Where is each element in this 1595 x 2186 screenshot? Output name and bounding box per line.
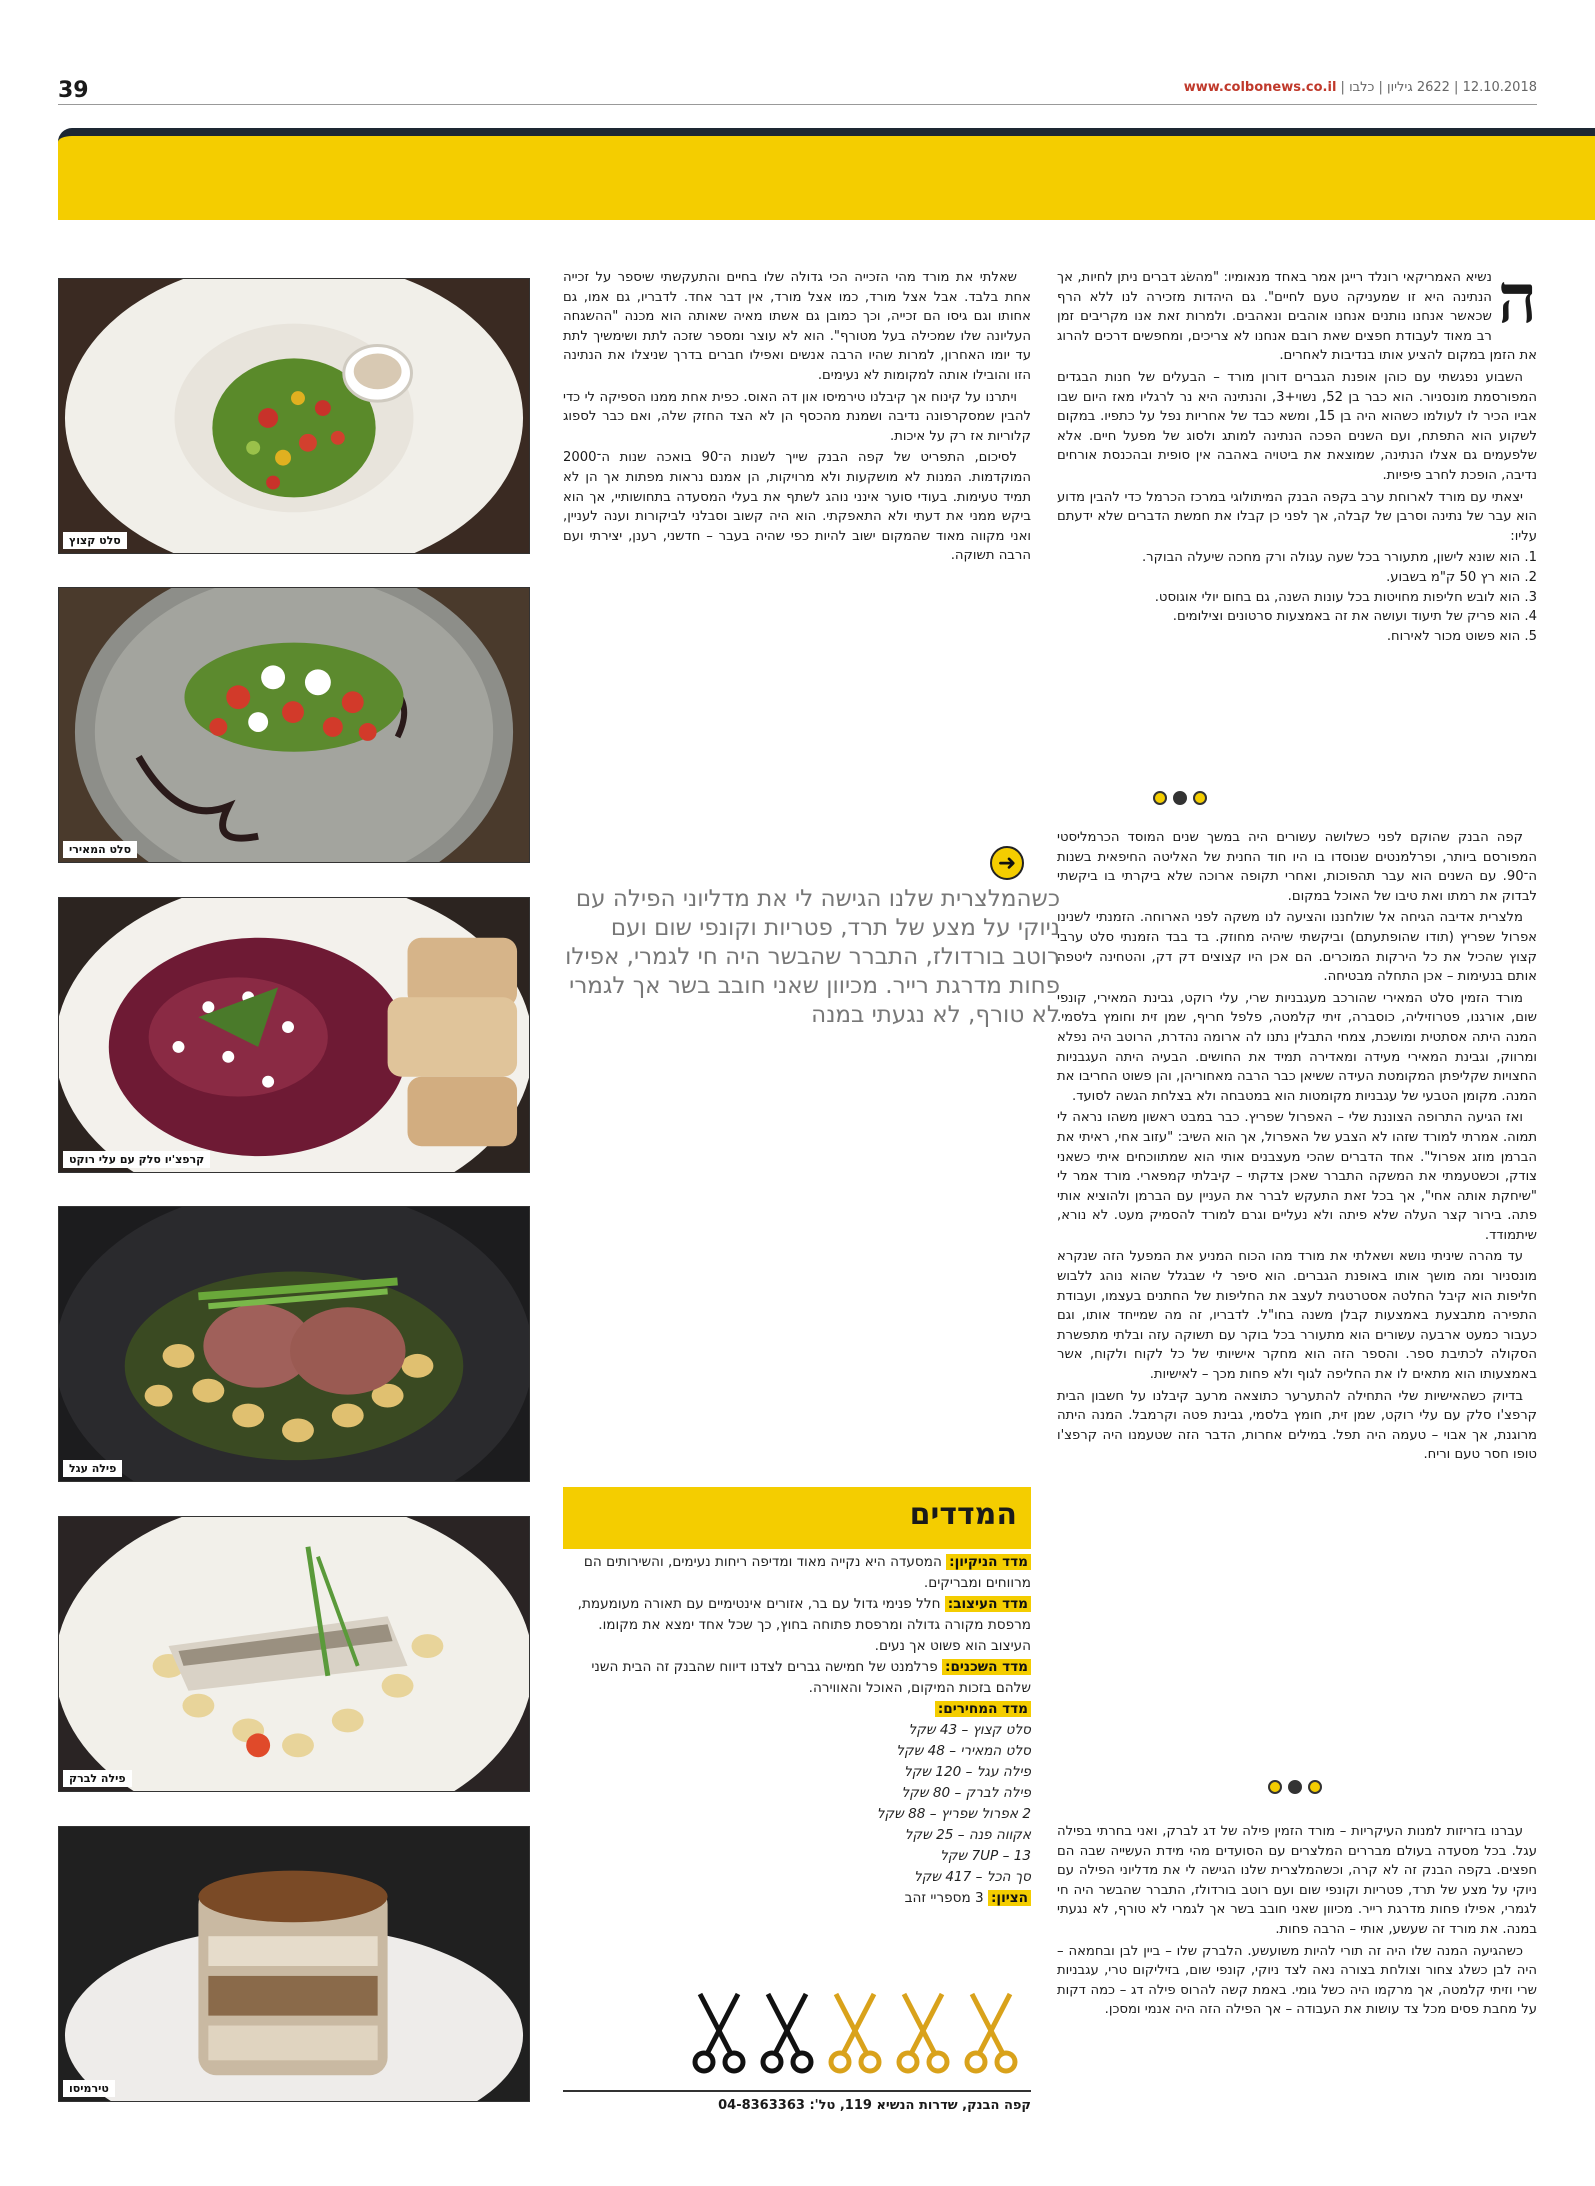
photo-caption: סלט קצוץ [63, 532, 127, 549]
rating-row [563, 1699, 1031, 1720]
article-main-courses [1057, 1822, 1537, 2022]
paragraph: בדיוק כשהאישיות שלי התחילה להתערער כתוצאה מרעב קיבלנו על חשבון הבית קרפצ'ו סלק עם עלי רוקט, שמן זית, חומץ בלסמי, גבינת פטה וקרמבל. המנה היתה מרוגנת, אך אבוי – טעמה היה תפל. במילים אחרות, הדבר הזה שטעמנו היה קרפצ'ו טופו חסר טעם וריח. [1057, 1388, 1537, 1463]
rating-label: מדד הניקיון: [946, 1554, 1031, 1570]
scissors-icon [894, 1990, 952, 2076]
price-item: 2 אפרול שפריץ – 88 שקל [876, 1806, 1031, 1822]
paragraph: ויתרנו על קינוח אך קיבלנו טירמיסו און דה האוס. כפית אחת ממנו הספיקה לי כדי להבין שמסקרפונה נדיבה ושמנת מהכסף הן לא הצד החזק שלה, ואם כבר לספוג קלוריות אז רק על איכות. [563, 389, 1031, 444]
score-text: 3 מספריי זהב [904, 1890, 984, 1906]
scissors-icon [758, 1990, 816, 2076]
rating-text: חלל פנימי גדול עם בר, אזורים אינטימיים עם תאורה מעומעמת, מרפסת מקורה גדולה ומרפסת פתוחה בחוץ, כך שכל אחד ימצא את מקומו. העיצוב הוא פשוט אך נעים. [577, 1596, 1031, 1654]
arrow-left-icon: ➜ [990, 846, 1024, 880]
photo-caption: קרפצ'יו סלק עם עלי רוקט [63, 1151, 210, 1168]
article-conclusion [563, 268, 1031, 568]
photo-hamairi-salad [58, 587, 530, 863]
score-row [563, 1888, 1031, 1909]
paragraph: מורד הזמין סלט המאירי שהורכב מעגבניות שרי, עלי רוקט, גבינת המאירי, קונפי שום, אורגנו, פטרוזיליה, כוסברה, זיתי קלמטה, פלפל חריף, שמן זית וחומץ בלסמי. המנה היתה אסתטית ומושכת, צמחי התבלין נתנו לה ארומה נהדרת, הרוטב היה נפלא ומרווק, וגבינת המאירי מעידה ומאדירה תמיד את החושים. הבעיה היתה העגבניות החצויות שקליפתן המקומטת העידה ששיאן כבר הרבה מאחוריהן, והן פשוט החריבו את המנה. מקומן הטבעי של עגבניות מקומטות הוא במטבחה ולא בצלחת הגשה לסועד. [1057, 990, 1537, 1104]
rating-text: המסעדה היא נקייה מאוד ומדיפה ריחות נעימים, והשירותים הם מרווחים ומבריקים. [583, 1554, 1031, 1591]
price-list [563, 1720, 1031, 1888]
pull-quote: כשהמלצרית שלנו הגישה לי את מדליוני הפילה עם ניוקי על מצע של תרד, פטריות וקונפי שום ועם רוטב בורדולז, התברר שהבשר היה חי לגמרי, אפילו פחות מדרגת רייר. מכיוון שאני חובב בשר אך לגמרי לא טורף, לא נגעתי במנה [565, 886, 1060, 1028]
price-item: 7UP – 13 שקל [940, 1848, 1031, 1864]
article-intro [1057, 259, 1537, 646]
photo-caption: סלט המאירי [63, 841, 137, 858]
scissors-icon [690, 1990, 748, 2076]
price-item: סלט קצוץ – 43 שקל [908, 1722, 1031, 1738]
header-rule [58, 104, 1537, 105]
scissors-icon [962, 1990, 1020, 2076]
drop-cap: ה [1497, 259, 1537, 339]
paragraph: יצאתי עם מורד לארוחת ערב בקפה הבנק המיתולוגי במרכז הכרמל כדי להבין מדוע הוא עבר של נתינה וסרבן של קבלה, אך לפני כן קבלו את חמשת הדברים שלא ידעתם עליו: [1057, 489, 1537, 544]
site-link[interactable]: www.colbonews.co.il [1183, 80, 1337, 95]
rating-row [563, 1552, 1031, 1594]
paragraph: לסיכום, התפריט של קפה הבנק שייך לשנות ה־90 בואכה שנות ה־2000 המוקדמות. המנות לא מושקעות ולא מרויקות, הן אמנם נראות מפתות אך הן לא תמיד טעימות. בעודי סוער אינני נוהג לשתף את בעלי המסעדה בתחושותיי, אך הוא ביקש ממני את דעתי ולא התאפקתי. הוא היה קשוב וסבלני לביקורות וענה לעניין, ואני מקווה מאוד שהמקום ישוב להיות כפי שהיה בעבר – חדשני, רענן, יצירתי ועם הרבה תשוקה. [563, 450, 1031, 564]
paragraph: השבוע נפגשתי עם כוהן אופנת הגברים דורון מורד – הבעלים של חנות הבגדים המפורסמת מונסניור. הוא כבר בן 52, נשוי+3, והנתינה היא נר לרגליו מאז היום שבו אביו הכיר לו לעולמו כשהוא היה בן 15, ומשא כבד של אחריות נפל על כתפיו. במקום לשקוע הוא התפתח, ועם השנים הפכה הנתינה למותג ולסוג של מפעל חיים. אלא שלפעמים גם אצלו הנתינה, שמוצאת את ביטויה באהבה אין סופית ובהכנסת אורחים נדיבה, הופכת לחרב פיפיות. [1057, 369, 1537, 483]
divider-dot [1308, 1780, 1322, 1794]
paragraph: מלצרית אדיבה הגיחה אל שולחננו והציעה לנו משקה לפני הארוחה. הזמנתי לשנינו אפרול שפריץ (תודו שהופתעתם) וביקשתי שיהיה מחוזק. בד בבד הזמנתי סלט ערבי קצוץ שהכיל את כל הירקות המוכרים. הם אכן היו קצוצים דק דק, והטחינה ליטפה אותם בנעימות – אכן התחלה מבטיחה. [1057, 910, 1537, 985]
photo-beet-carpaccio [58, 897, 530, 1173]
yellow-banner [58, 128, 1595, 220]
page-number: 39 [58, 78, 89, 103]
photo-caption: פילה עגל [63, 1460, 122, 1477]
list-item: 2. הוא רץ 50 ק"מ בשבוע. [1386, 569, 1537, 585]
paragraph: שאלתי את מורד מהי הזכייה הכי גדולה שלו בחיים והתעקשתי שיספר על זכייה אחת בלבד. אבל אצל מורד, כמו אצל מורד, אין דבר אחד. לדבריו, גם אמו, גם אחותו וגם גיסו הם זכייה, וכך כמובן גם אשתו מאיה שאותה הוא מכנה "ההשגחה העליונה שלו שמכילה בעל מטורף". הוא לא עוצר ומספר שזכה לתת ושימשיך לתת עד יומו האחרון, למרות שהיו הרבה אנשים ואפילו חברים בדרך שניצלו את הנתינה הזו והובילו אותה למקומות לא נעימים. [563, 270, 1031, 383]
rating-label: מדד העיצוב: [945, 1596, 1031, 1612]
rating-label: מדד המחירים: [935, 1701, 1031, 1717]
photo-caption: פילה לברק [63, 1770, 132, 1787]
paragraph: עברנו בזריזות למנות העיקריות – מורד הזמין פילה של דג לברק, ואני בחרתי בפילה עגל. בכל מסעדה בעולם מבררים המלצרים עם הסועדים מהי מידת העשייה שבה הם חפצים. בקפה הבנק זה לא קרה, וכשהמלצרית שלנו הגישה לי את מדליוני הפילה עם ניוקי על מצע של תרד, פטריות וקונפי שום ועם רוטב בורדולז, התברר שהבשר היה חי לגמרי, אפילו פחות מדרגת רייר. מכיוון שאני חובב בשר אך לגמרי לא טורף, לא נגעתי במנה. את מורד זה שעשע, אותי – הרבה פחות. [1057, 1824, 1537, 1937]
photo-veal-fillet [58, 1206, 530, 1482]
photo-caption: טירמיסו [63, 2080, 115, 2097]
restaurant-address: קפה הבנק, שדרות הנשיא 119, טל': 04-8363363 [563, 2090, 1031, 2113]
price-item: סך הכל – 417 שקל [914, 1869, 1031, 1885]
divider-dot [1173, 791, 1187, 805]
photo-tiramisu [58, 1826, 530, 2102]
rating-label: מדד השכנים: [942, 1659, 1031, 1675]
list-item: 5. הוא פשוט מכור לאירוח. [1386, 628, 1537, 644]
scissors-rating [690, 1990, 1030, 2080]
paragraph: ואז הגיעה התרופה הצוננת שלי – האפרול שפריץ. כבר במבט ראשון משהו נראה לי תמוה. אמרתי למורד שזהו לא הצבע של האפרול, אך הוא השיב: "עזוב אחי, ראיתי את הברמן מוזג אפרול". אחד הדברים שהכי מעצבנים אותי הוא שמתווכחים איתי כשאני צודק, וכשטעמתי את המשקה התברר שאכן צדקתי – קיבלתי קמפארי. מורד אמר לי "שיחקת אותה אחי", אך בכל זאת התעקש לברר את העניין עם הברמן ולהוציא אותי פתה. בירור קצר העלה שלא פיתה ולא נעליים וגרם למורד להסמיק מעט. לא נורא, שיתמודד. [1057, 1110, 1537, 1243]
divider-dot [1268, 1780, 1282, 1794]
divider-dot [1288, 1780, 1302, 1794]
issue-meta: 12.10.2018 | 2622 גיליון | כלבו [1349, 80, 1537, 95]
five-facts-list [1057, 548, 1537, 646]
divider-dot [1193, 791, 1207, 805]
rating-text: פרלמנט של חמישה גברים לצדנו דיווח שהבנק זה הבית השני שלהם בזכות המיקום, האוכל והאווירה. [591, 1659, 1031, 1696]
paragraph: כשהגיעה המנה שלו היה זה תורי להיות משועשע. הלברק שלו – ביין לבן ובחמאה – היה לבן כשלג צחור וצולחת בצורה נאה לצד ניוקי, קונפי שום, בזיליקום טרי, עגבניות שרי וזיתי קלמטה, אך מרקמו היה כשל גומי. באמת קשה להרוס פילה דג – כמה דקות על מחבת פסים מכל צד עושות את העבודה – אך הפילה הזה היה אנמי ומסכן. [1057, 1943, 1537, 2018]
list-item: 3. הוא לובש חליפות מחויטות בכל עונות השנה, גם בחום יולי אוגוסט. [1154, 589, 1537, 605]
score-label: הציון: [988, 1890, 1031, 1906]
scissors-icon [826, 1990, 884, 2076]
article-body [1057, 828, 1537, 1467]
ratings-box [563, 1552, 1031, 1909]
price-item: פילה עגל – 120 שקל [903, 1764, 1031, 1780]
list-item: 4. הוא פריק של תיעוד ועושה את זה באמצעות סרטונים וצילומים. [1172, 609, 1537, 625]
header-meta: 12.10.2018 | 2622 גיליון | כלבו | www.colbonews.co.il [1183, 80, 1537, 95]
rating-row [563, 1657, 1031, 1699]
paragraph: קפה הבנק שהוקם לפני כשלושה עשורים היה במשך שנים המוסד הכרמליסטי המפורסם ביותר, ופרלמנטים שנוסדו בו היו חוד החנית של האליטה החיפאית בשנות ה־90. עם השנים הוא עבר תהפוכות, ואחרי תקופה ארוכה שלא ביקרתי בו ביקשתי לבדוק את רמתו ואת טיבו של האוכל במקום. [1057, 830, 1537, 904]
photo-sea-bass [58, 1516, 530, 1792]
list-item: 1. הוא שונא לישון, מתעורר בכל שעה עגולה ורק מחכה שיעלה הבוקר. [1141, 550, 1537, 566]
paragraph: עד מהרה שיניתי נושא ושאלתי את מורד מהו הכוח המניע את המפעל הזה שנקרא מונסניור ומה מושך אותו באופנת הגברים. הוא סיפר לי שבגלל שהוא נוהג ללבוש חליפות הוא קיבל החלטה אסטרטגית לעצב את החליפות של החתנים בעצמו, ועבודת התפירה מתבצעת באמצעות קבלן משנה בחו"ל. לדבריו, זה מה שמייחד אותו, וגם כעבור כמעט ארבעה עשורים הוא מתעורר בכל בוקר עם תשוקה עזה ובלתי מתפשרת הסקולה לכתיבת ספר. והספר הזה הוא מחקר אישיותי של כל לקוח ולקוח, אשר באמצעותו הוא מתאים לו את החליפה לגוף ולא פחות מכך – לאישיות. [1057, 1249, 1537, 1383]
price-item: פילה לברק – 80 שקל [901, 1785, 1031, 1801]
ratings-title: המדדים [563, 1487, 1031, 1549]
paragraph: נשיא האמריקאי רונלד רייגן אמר באחד מנאומיו: "מהשׂג דברים ניתן לחיות, אך הנתינה היא זו שמעניקה טעם לחיים". גם היהדות מזכירה לנו ללא הרף שכאשר אנחנו נותנים אנחנו אוהבים ונאהבים. ולמרות זאת אנו מקריבים זמן רב מאוד לעבודת חפצים שאת רובם אנחנו לא צריכים, ומחפשים דרכים להרוג את הזמן במקום להציע אותו בנדיבות לאחרים. [1057, 270, 1537, 364]
price-item: אקווה פנה – 25 שקל [904, 1827, 1031, 1843]
section-divider [1255, 1780, 1335, 1794]
section-divider [1057, 791, 1207, 805]
divider-dot [1153, 791, 1167, 805]
photo-chopped-salad [58, 278, 530, 554]
rating-row [563, 1594, 1031, 1657]
price-item: סלט המאירי – 48 שקל [896, 1743, 1031, 1759]
